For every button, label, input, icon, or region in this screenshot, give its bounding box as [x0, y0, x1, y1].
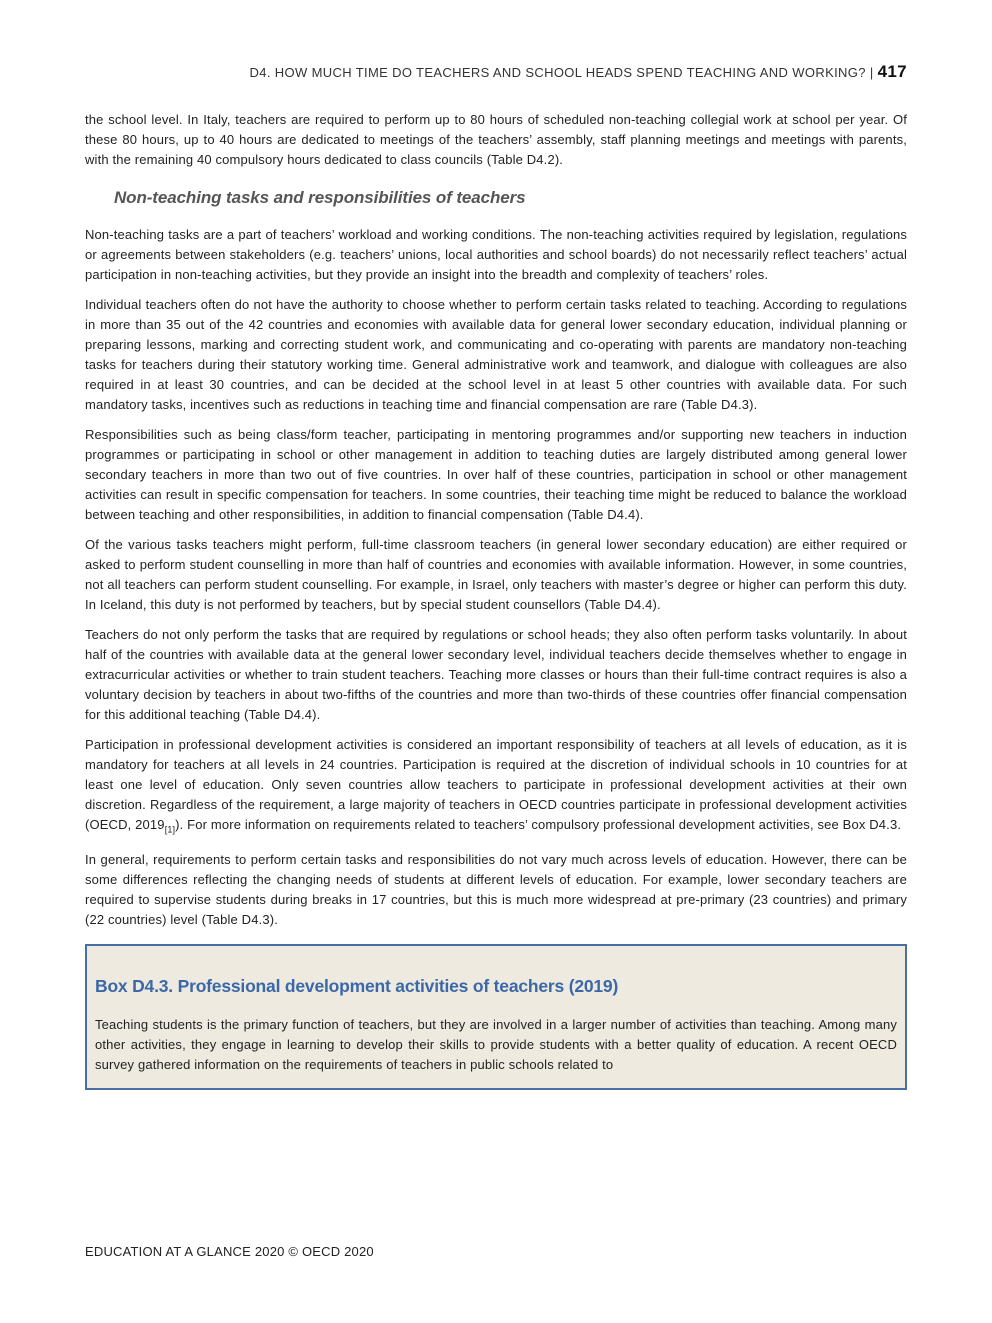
page-footer: EDUCATION AT A GLANCE 2020 © OECD 2020 — [85, 1244, 374, 1259]
paragraph-non-teaching-tasks: Non-teaching tasks are a part of teachers’ workload and working conditions. The non-teaching activities required by legislation, regulations or agreements between stakeholders (e.g. teachers’ unions, local authorities and school boards) do not necessarily reflect teachers’ actual participation in non-teaching activities, but they provide an insight into the breadth and complexity of teachers’ roles. — [85, 227, 907, 282]
pd-text-before-ref: Participation in professional development activities is considered an important responsibility of teachers at all levels of education, as it is mandatory for teachers at all levels in 24 countries. Participation is required at the discretion of individual schools in 10 countries for at least one level of education. Only seven countries allow teachers to participate in professional development activities at their own discretion. Regardless of the requirement, a large majority of teachers in OECD countries participate in professional development activities (OECD, 2019 — [85, 737, 907, 832]
box-title: Box D4.3. Professional development activities of teachers (2019) — [95, 975, 619, 996]
page-number: 417 — [877, 62, 907, 81]
running-header — [85, 62, 907, 82]
paragraph-mandatory-tasks: Individual teachers often do not have the authority to choose whether to perform certain tasks related to teaching. According to regulations in more than 35 out of the 42 countries and economies with available data for general lower secondary education, individual planning or preparing lessons, marking and correcting student work, and communicating and co-operating with parents are mandatory non-teaching tasks for teachers during their statutory working time. General administrative work and teamwork, and dialogue with colleagues are also required in at least 30 countries, and can be decided at the school level in at least 5 other countries with available data. For such mandatory tasks, incentives such as reductions in teaching time and financial compensation are rare (Table D4.3). — [85, 297, 907, 412]
section-heading: Non-teaching tasks and responsibilities of teachers — [114, 188, 526, 207]
box-d4-3 — [85, 944, 907, 1090]
intro-paragraph: the school level. In Italy, teachers are required to perform up to 80 hours of scheduled non-teaching collegial work at school per year. Of these 80 hours, up to 40 hours are dedicated to meetings of the teachers’ assembly, staff planning meetings and meetings with parents, with the remaining 40 compulsory hours dedicated to class councils (Table D4.2). — [85, 112, 907, 167]
paragraph-professional-development — [85, 735, 907, 840]
paragraph-voluntary-tasks: Teachers do not only perform the tasks that are required by regulations or school heads; they also often perform tasks voluntarily. In about half of the countries with available data at the general lower secondary level, individual teachers decide themselves whether to engage in extracurricular activities or whether to train student teachers. Teaching more classes or hours than their full-time contract requires is also a voluntary decision by teachers in about two-fifths of the countries and more than two-thirds of these countries offer financial compensation for this additional teaching (Table D4.4). — [85, 627, 907, 722]
paragraph-levels-of-education: In general, requirements to perform certain tasks and responsibilities do not vary much across levels of education. However, there can be some differences reflecting the changing needs of students at different levels of education. For example, lower secondary teachers are required to supervise students during breaks in 17 countries, but this is much more widespread at pre-primary (23 countries) and primary (22 countries) level (Table D4.3). — [85, 851, 907, 927]
header-separator: | — [869, 65, 874, 80]
pd-text-after-ref: ). For more information on requirements related to teachers’ compulsory professional development activities, see Box D4.3. — [175, 817, 902, 832]
box-text: Teaching students is the primary function of teachers, but they are involved in a larger number of activities than teaching. Among many other activities, they engage in learning to develop their skills to provide students with a better quality of education. A recent OECD survey gathered information on the requirements of teachers in public schools related to — [95, 1016, 897, 1072]
header-title: D4. HOW MUCH TIME DO TEACHERS AND SCHOOL HEADS SPEND TEACHING AND WORKING? — [249, 65, 866, 80]
paragraph-responsibilities: Responsibilities such as being class/form teacher, participating in mentoring programmes and/or supporting new teachers in induction programmes or participating in school or other management in addition to teaching duties are largely distributed among general lower secondary teachers in more than two out of five countries. In over half of these countries, participation in school or other management activities can result in specific compensation for teachers. In some countries, their teaching time might be reduced to balance the workload between teaching and other responsibilities, in addition to financial compensation (Table D4.4). — [85, 427, 907, 522]
body-text — [85, 110, 907, 1090]
paragraph-student-counselling: Of the various tasks teachers might perform, full-time classroom teachers (in general lower secondary education) are either required or asked to perform student counselling in more than half of countries and economies with available information. However, in some countries, not all teachers can perform student counselling. For example, in Israel, only teachers with master’s degree or higher can perform this duty. In Iceland, this duty is not performed by teachers, but by special student counsellors (Table D4.4). — [85, 537, 907, 612]
citation-ref: [1] — [164, 824, 176, 835]
